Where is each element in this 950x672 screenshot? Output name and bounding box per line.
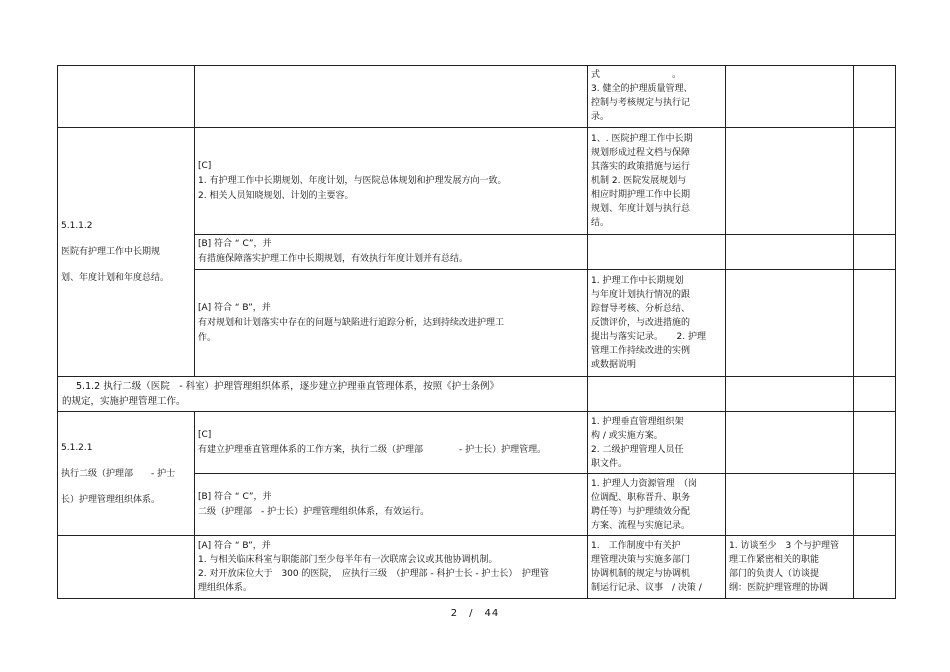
requirement-line: 有对规划和计划落实中存在的问题与缺陷进行追踪分析，达到持续改进护理工 — [198, 317, 505, 328]
method-cell — [726, 66, 854, 128]
method-cell — [726, 474, 854, 536]
requirement-line: 2. 对开放床位大于 300 的医院， 应执行三级 （护理部 - 科护士长 - 护士长） 护理管 — [198, 569, 549, 579]
evidence-line: 规划、年度计划与执行总 — [591, 204, 691, 214]
evidence-cell — [588, 270, 726, 377]
requirement-line: 理组织体系。 — [198, 583, 253, 593]
requirement-cell — [195, 536, 588, 599]
evidence-line: 提出与落实记录。 2. 护理 — [591, 332, 706, 342]
evidence-cell — [588, 474, 726, 536]
requirement-cell — [195, 235, 588, 270]
evidence-line: 管理工作持续改进的实例 — [591, 346, 691, 356]
reference-cell — [58, 412, 195, 536]
score-cell — [854, 377, 896, 412]
evidence-line: 1. 护理人力资源管理 （岗 — [591, 478, 697, 489]
evidence-line: 1. 护理垂直管理组织架 — [591, 416, 684, 427]
requirement-cell — [195, 474, 588, 536]
reference-cell — [58, 128, 195, 377]
evidence-line: 位调配、职称晋升、职务 — [591, 492, 691, 503]
requirement-line: 2. 相关人员知晓规划、计划的主要容。 — [198, 190, 354, 201]
evidence-line: 结。 — [591, 218, 610, 228]
requirement-cell — [195, 66, 588, 128]
grade-label: [B] 符合 “ C”，并 — [198, 491, 272, 502]
requirement-line: 作。 — [198, 332, 217, 343]
standards-table — [57, 65, 896, 599]
requirement-line: 1. 与相关临床科室与职能部门至少每半年有一次联席会议或其他协调机制。 — [198, 555, 498, 565]
grade-label: [A] 符合 “ B”，并 — [198, 541, 271, 551]
method-cell — [726, 270, 854, 377]
evidence-line: 式 。 — [591, 70, 682, 80]
evidence-line: 1、. 医院护理工作中长期 — [591, 134, 693, 144]
grade-label: [A] 符合 “ B”，并 — [198, 302, 271, 313]
requirement-cell — [195, 128, 588, 235]
requirement-line: 1. 有护理工作中长期规划、年度计划，与医院总体规划和护理发展方向一致。 — [198, 175, 507, 186]
clause-title-line: 划、年度计划和年度总结。 — [61, 273, 170, 283]
evidence-cell — [588, 66, 726, 128]
score-cell — [854, 536, 896, 599]
method-cell — [726, 536, 854, 599]
evidence-cell — [588, 412, 726, 474]
evidence-cell — [588, 536, 726, 599]
evidence-line: 协调机制的规定与协调机 — [591, 569, 691, 579]
requirement-cell — [195, 412, 588, 474]
section-heading-cell — [58, 377, 588, 412]
evidence-line: 与年度计划执行情况的跟 — [591, 290, 691, 300]
method-cell — [726, 377, 854, 412]
clause-number: 5.1.2.1 — [61, 442, 93, 453]
method-cell — [726, 128, 854, 235]
section-heading-line: 的规定，实施护理管理工作。 — [62, 396, 186, 407]
evidence-line: 职文件。 — [591, 458, 628, 469]
method-line: 1. 访谈至少 3 个与护理管 — [729, 541, 840, 551]
evidence-line: 1. 工作制度中有关护 — [591, 541, 681, 551]
table-row — [58, 412, 896, 474]
evidence-cell — [588, 377, 726, 412]
evidence-line: 理管理决策与实施多部门 — [591, 555, 691, 565]
reference-cell — [58, 66, 195, 128]
score-cell — [854, 66, 896, 128]
evidence-line: 规划形成过程文档与保障 — [591, 148, 691, 158]
score-cell — [854, 474, 896, 536]
evidence-cell — [588, 128, 726, 235]
evidence-line: 录。 — [591, 112, 610, 122]
evidence-line: 聘任等）与护理绩效分配 — [591, 506, 691, 517]
evidence-line: 或数据说明 — [591, 360, 637, 370]
requirement-cell — [195, 270, 588, 377]
method-cell — [726, 235, 854, 270]
score-cell — [854, 128, 896, 235]
method-line: 纲：医院护理管理的协调 — [729, 583, 829, 593]
grade-label: [C] — [198, 160, 212, 171]
clause-number: 5.1.1.2 — [61, 221, 93, 231]
evidence-line: 机制 2. 医院发展规划与 — [591, 176, 687, 186]
evidence-line: 2. 二级护理管理人员任 — [591, 444, 684, 455]
evidence-line: 相应时期护理工作中长期 — [591, 190, 691, 200]
clause-title-line: 长）护理管理组织体系。 — [61, 494, 161, 505]
requirement-line: 有建立护理垂直管理体系的工作方案，执行二级（护理部 - 护士长）护理管理。 — [198, 444, 547, 455]
method-line: 部门的负责人（访谈提 — [729, 569, 820, 579]
section-heading-line: 5.1.2 执行二级（医院 - 科室）护理管理组织体系，逐步建立护理垂直管理体系，按照《护士条例》 — [76, 381, 500, 392]
clause-title-line: 医院有护理工作中长期规 — [61, 247, 161, 257]
grade-label: [C] — [198, 429, 212, 440]
table-row — [58, 536, 896, 599]
evidence-line: 踪督导考核、分析总结、 — [591, 304, 691, 314]
page-number: 2 / 44 — [450, 608, 500, 619]
requirement-line: 二级（护理部 - 护士长）护理管理组织体系，有效运行。 — [198, 506, 430, 517]
evidence-line: 反馈评价，与改进措施的 — [591, 318, 691, 328]
method-cell — [726, 412, 854, 474]
evidence-cell — [588, 235, 726, 270]
requirement-line: 有措施保障落实护理工作中长期规划，有效执行年度计划并有总结。 — [198, 254, 469, 264]
grade-label: [B] 符合 “ C”，并 — [198, 239, 272, 249]
evidence-line: 3. 健全的护理质量管理、 — [591, 84, 693, 94]
evidence-line: 方案、流程与实施记录。 — [591, 520, 691, 531]
score-cell — [854, 235, 896, 270]
evidence-line: 构 / 或实施方案。 — [591, 430, 663, 441]
method-line: 理工作紧密相关的职能 — [729, 555, 820, 565]
score-cell — [854, 270, 896, 377]
evidence-line: 控制与考核规定与执行记 — [591, 98, 691, 108]
score-cell — [854, 412, 896, 474]
evidence-line: 其落实的政策措施与运行 — [591, 162, 691, 172]
reference-cell — [58, 536, 195, 599]
table-row — [58, 128, 896, 235]
clause-title-line: 执行二级（护理部 - 护士 — [61, 468, 176, 479]
evidence-line: 制运行记录、议事 / 决策 / — [591, 583, 702, 593]
table-row — [58, 66, 896, 128]
table-row — [58, 377, 896, 412]
evidence-line: 1. 护理工作中长期规划 — [591, 276, 684, 286]
